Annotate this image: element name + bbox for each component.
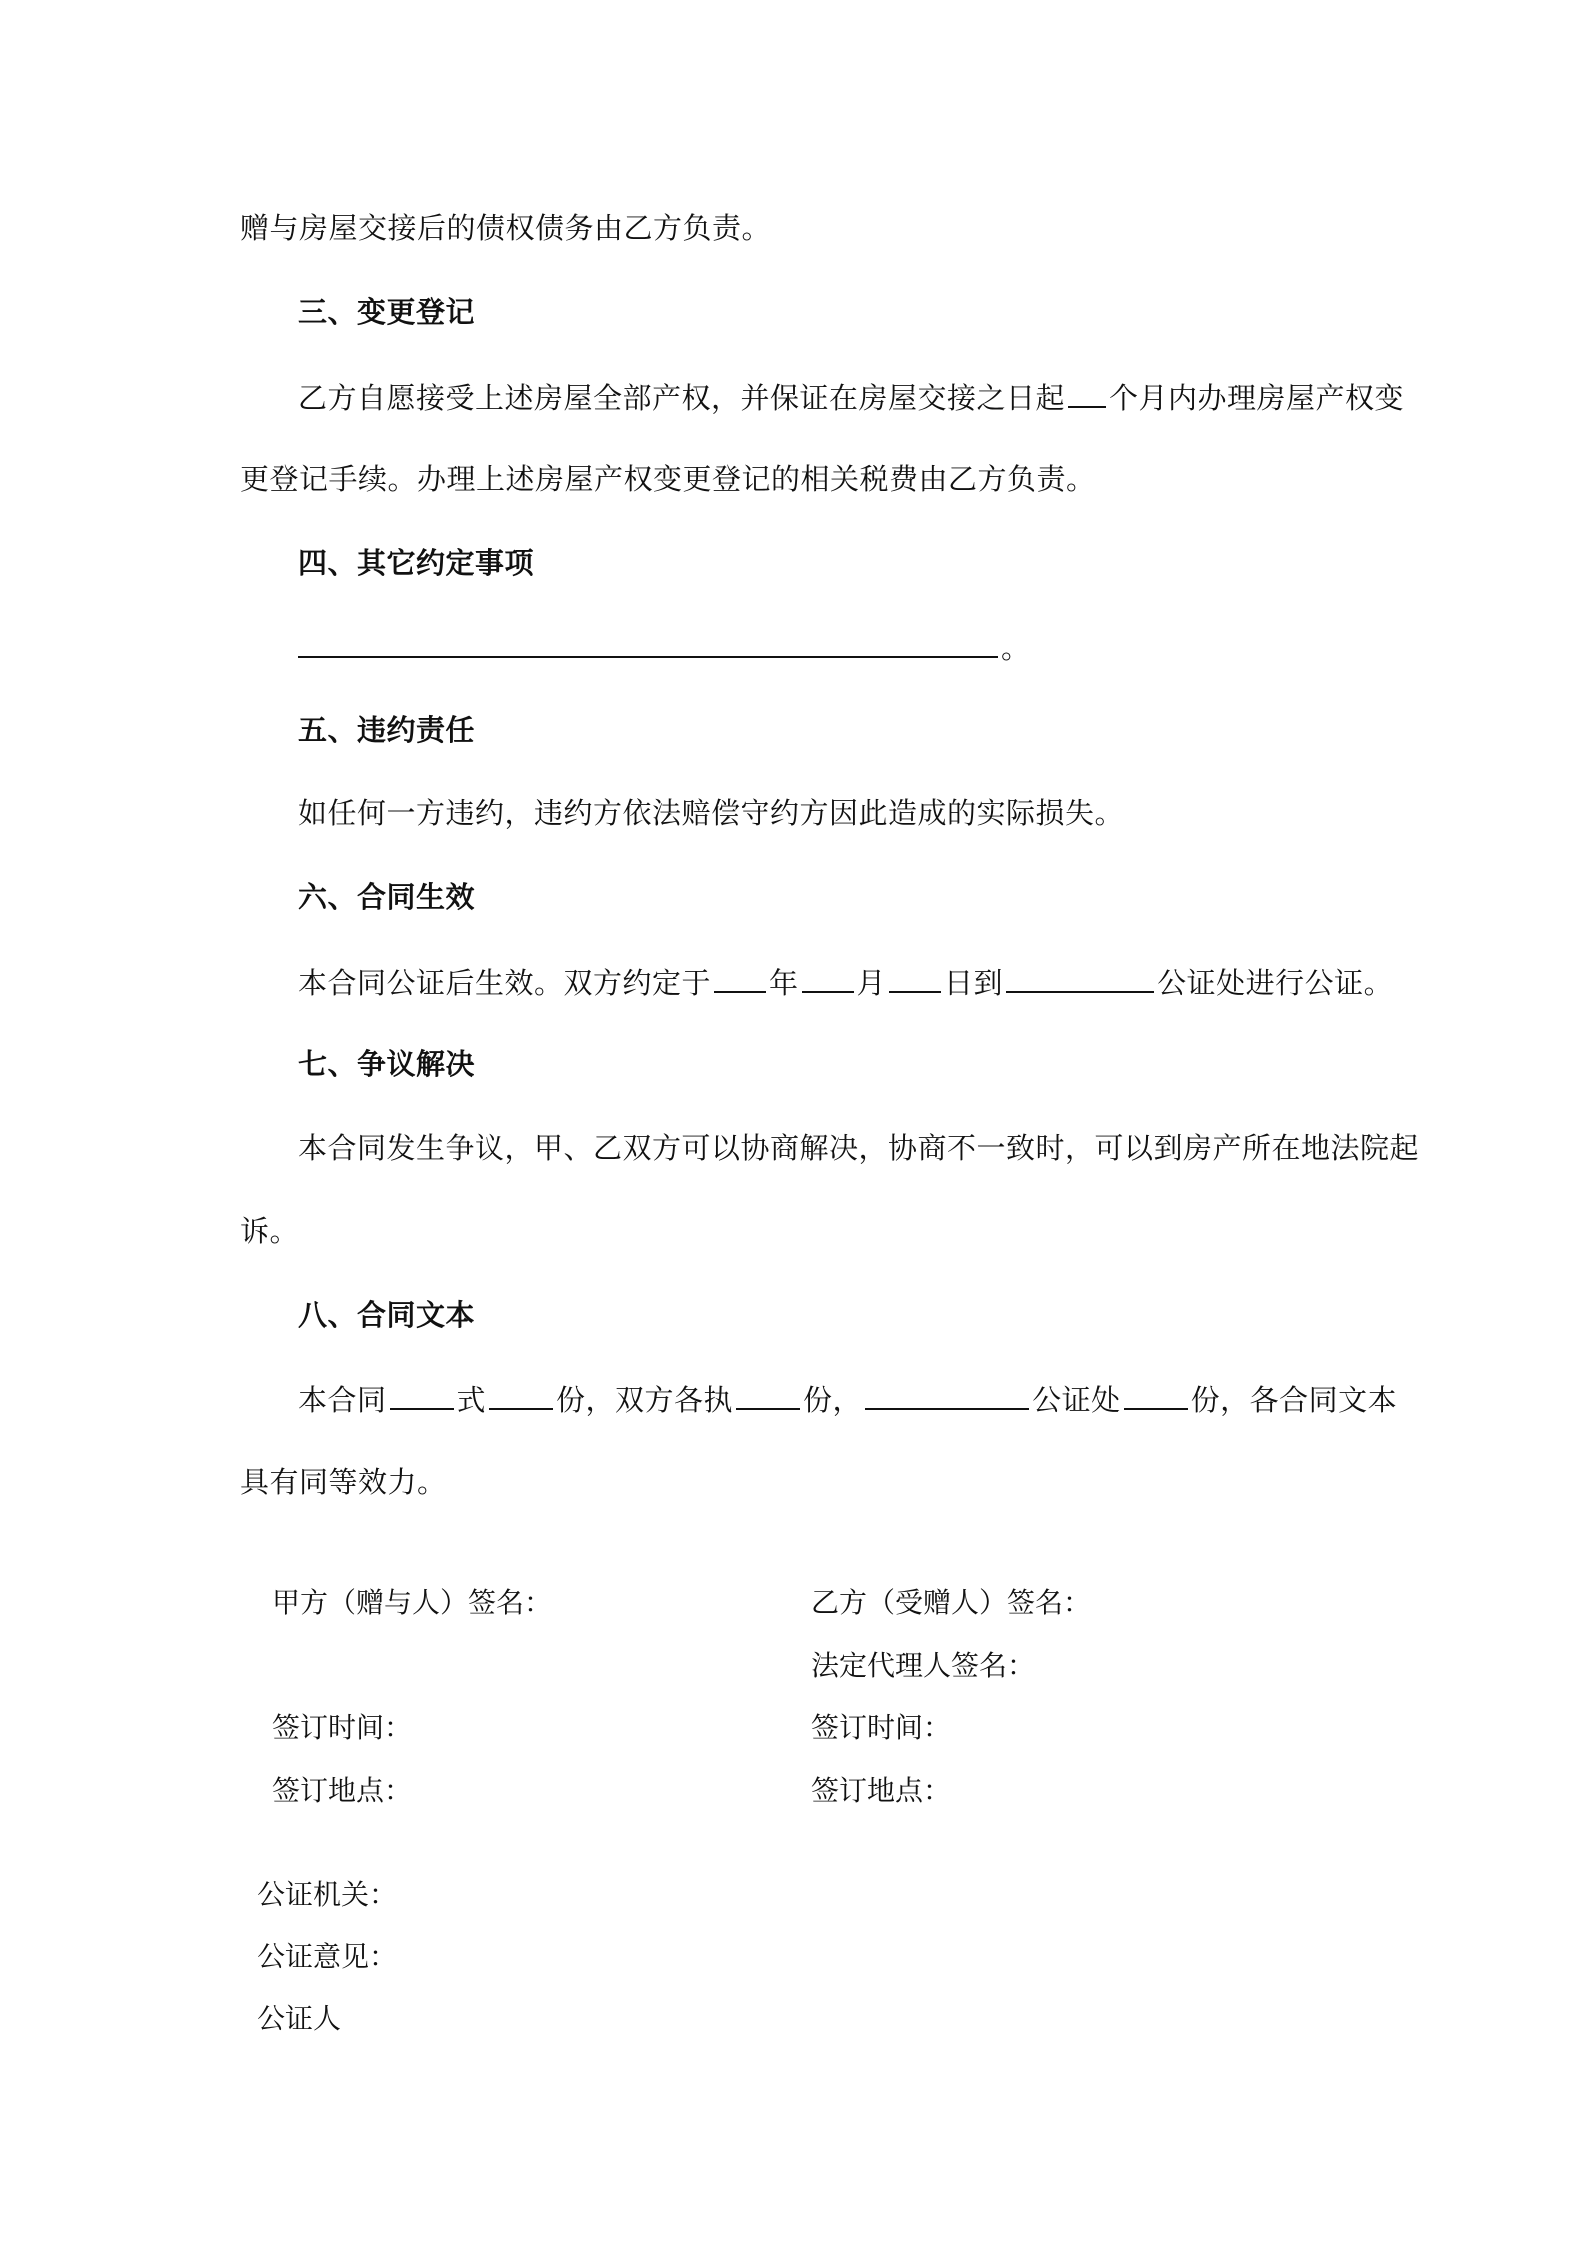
blank-other-matters: [298, 626, 998, 658]
blank-copies-total: [489, 1378, 553, 1410]
party-b-sign-time-label: 签订时间：: [811, 1711, 952, 1744]
paragraph-contract-effect: 本合同公证后生效。双方约定于 年 月 日到 公证处进行公证。: [298, 961, 1393, 1003]
paragraph-change-registration-line1: 乙方自愿接受上述房屋全部产权，并保证在房屋交接之日起 个月内办理房屋产权变: [298, 376, 1404, 418]
blank-copies-format: [390, 1378, 454, 1410]
blank-copies-each: [736, 1378, 800, 1410]
blank-day: [889, 961, 941, 993]
blank-copies-notary: [1124, 1378, 1188, 1410]
heading-contract-effect: 六、合同生效: [298, 880, 476, 914]
party-b-sign-place-label: 签订地点：: [811, 1774, 952, 1807]
notary-person-label: 公证人: [257, 2002, 342, 2035]
paragraph-debts: 赠与房屋交接后的债权债务由乙方负责。: [240, 211, 772, 245]
blank-months: [1068, 376, 1106, 408]
blank-notary-office: [1006, 961, 1154, 993]
party-a-sign-time-label: 签订时间：: [272, 1711, 413, 1744]
heading-contract-text: 八、合同文本: [298, 1298, 476, 1332]
paragraph-dispute-resolution-line1: 本合同发生争议，甲、乙双方可以协商解决，协商不一致时，可以到房产所在地法院起: [298, 1131, 1420, 1165]
blank-year: [714, 961, 766, 993]
heading-other-matters: 四、其它约定事项: [298, 546, 535, 580]
party-a-sign-place-label: 签订地点：: [272, 1774, 413, 1807]
paragraph-contract-text-line1: 本合同 式 份，双方各执 份， 公证处 份，各合同文本: [298, 1378, 1397, 1420]
heading-breach-liability: 五、违约责任: [298, 713, 476, 747]
blank-notary-office-name: [865, 1378, 1029, 1410]
party-a-signature-label: 甲方（赠与人）签名：: [272, 1586, 553, 1619]
heading-dispute-resolution: 七、争议解决: [298, 1047, 476, 1081]
notary-opinion-label: 公证意见：: [257, 1940, 398, 1973]
blank-month: [802, 961, 854, 993]
paragraph-change-registration-line2: 更登记手续。办理上述房屋产权变更登记的相关税费由乙方负责。: [240, 462, 1096, 496]
legal-agent-signature-label: 法定代理人签名：: [811, 1649, 1036, 1682]
party-b-signature-label: 乙方（受赠人）签名：: [811, 1586, 1092, 1619]
notary-authority-label: 公证机关：: [257, 1878, 398, 1911]
paragraph-other-matters: 。: [298, 626, 1031, 668]
paragraph-breach-liability: 如任何一方违约，违约方依法赔偿守约方因此造成的实际损失。: [298, 796, 1125, 830]
paragraph-contract-text-line2: 具有同等效力。: [240, 1465, 447, 1499]
paragraph-dispute-resolution-line2: 诉。: [240, 1214, 300, 1248]
heading-change-registration: 三、变更登记: [298, 295, 476, 329]
